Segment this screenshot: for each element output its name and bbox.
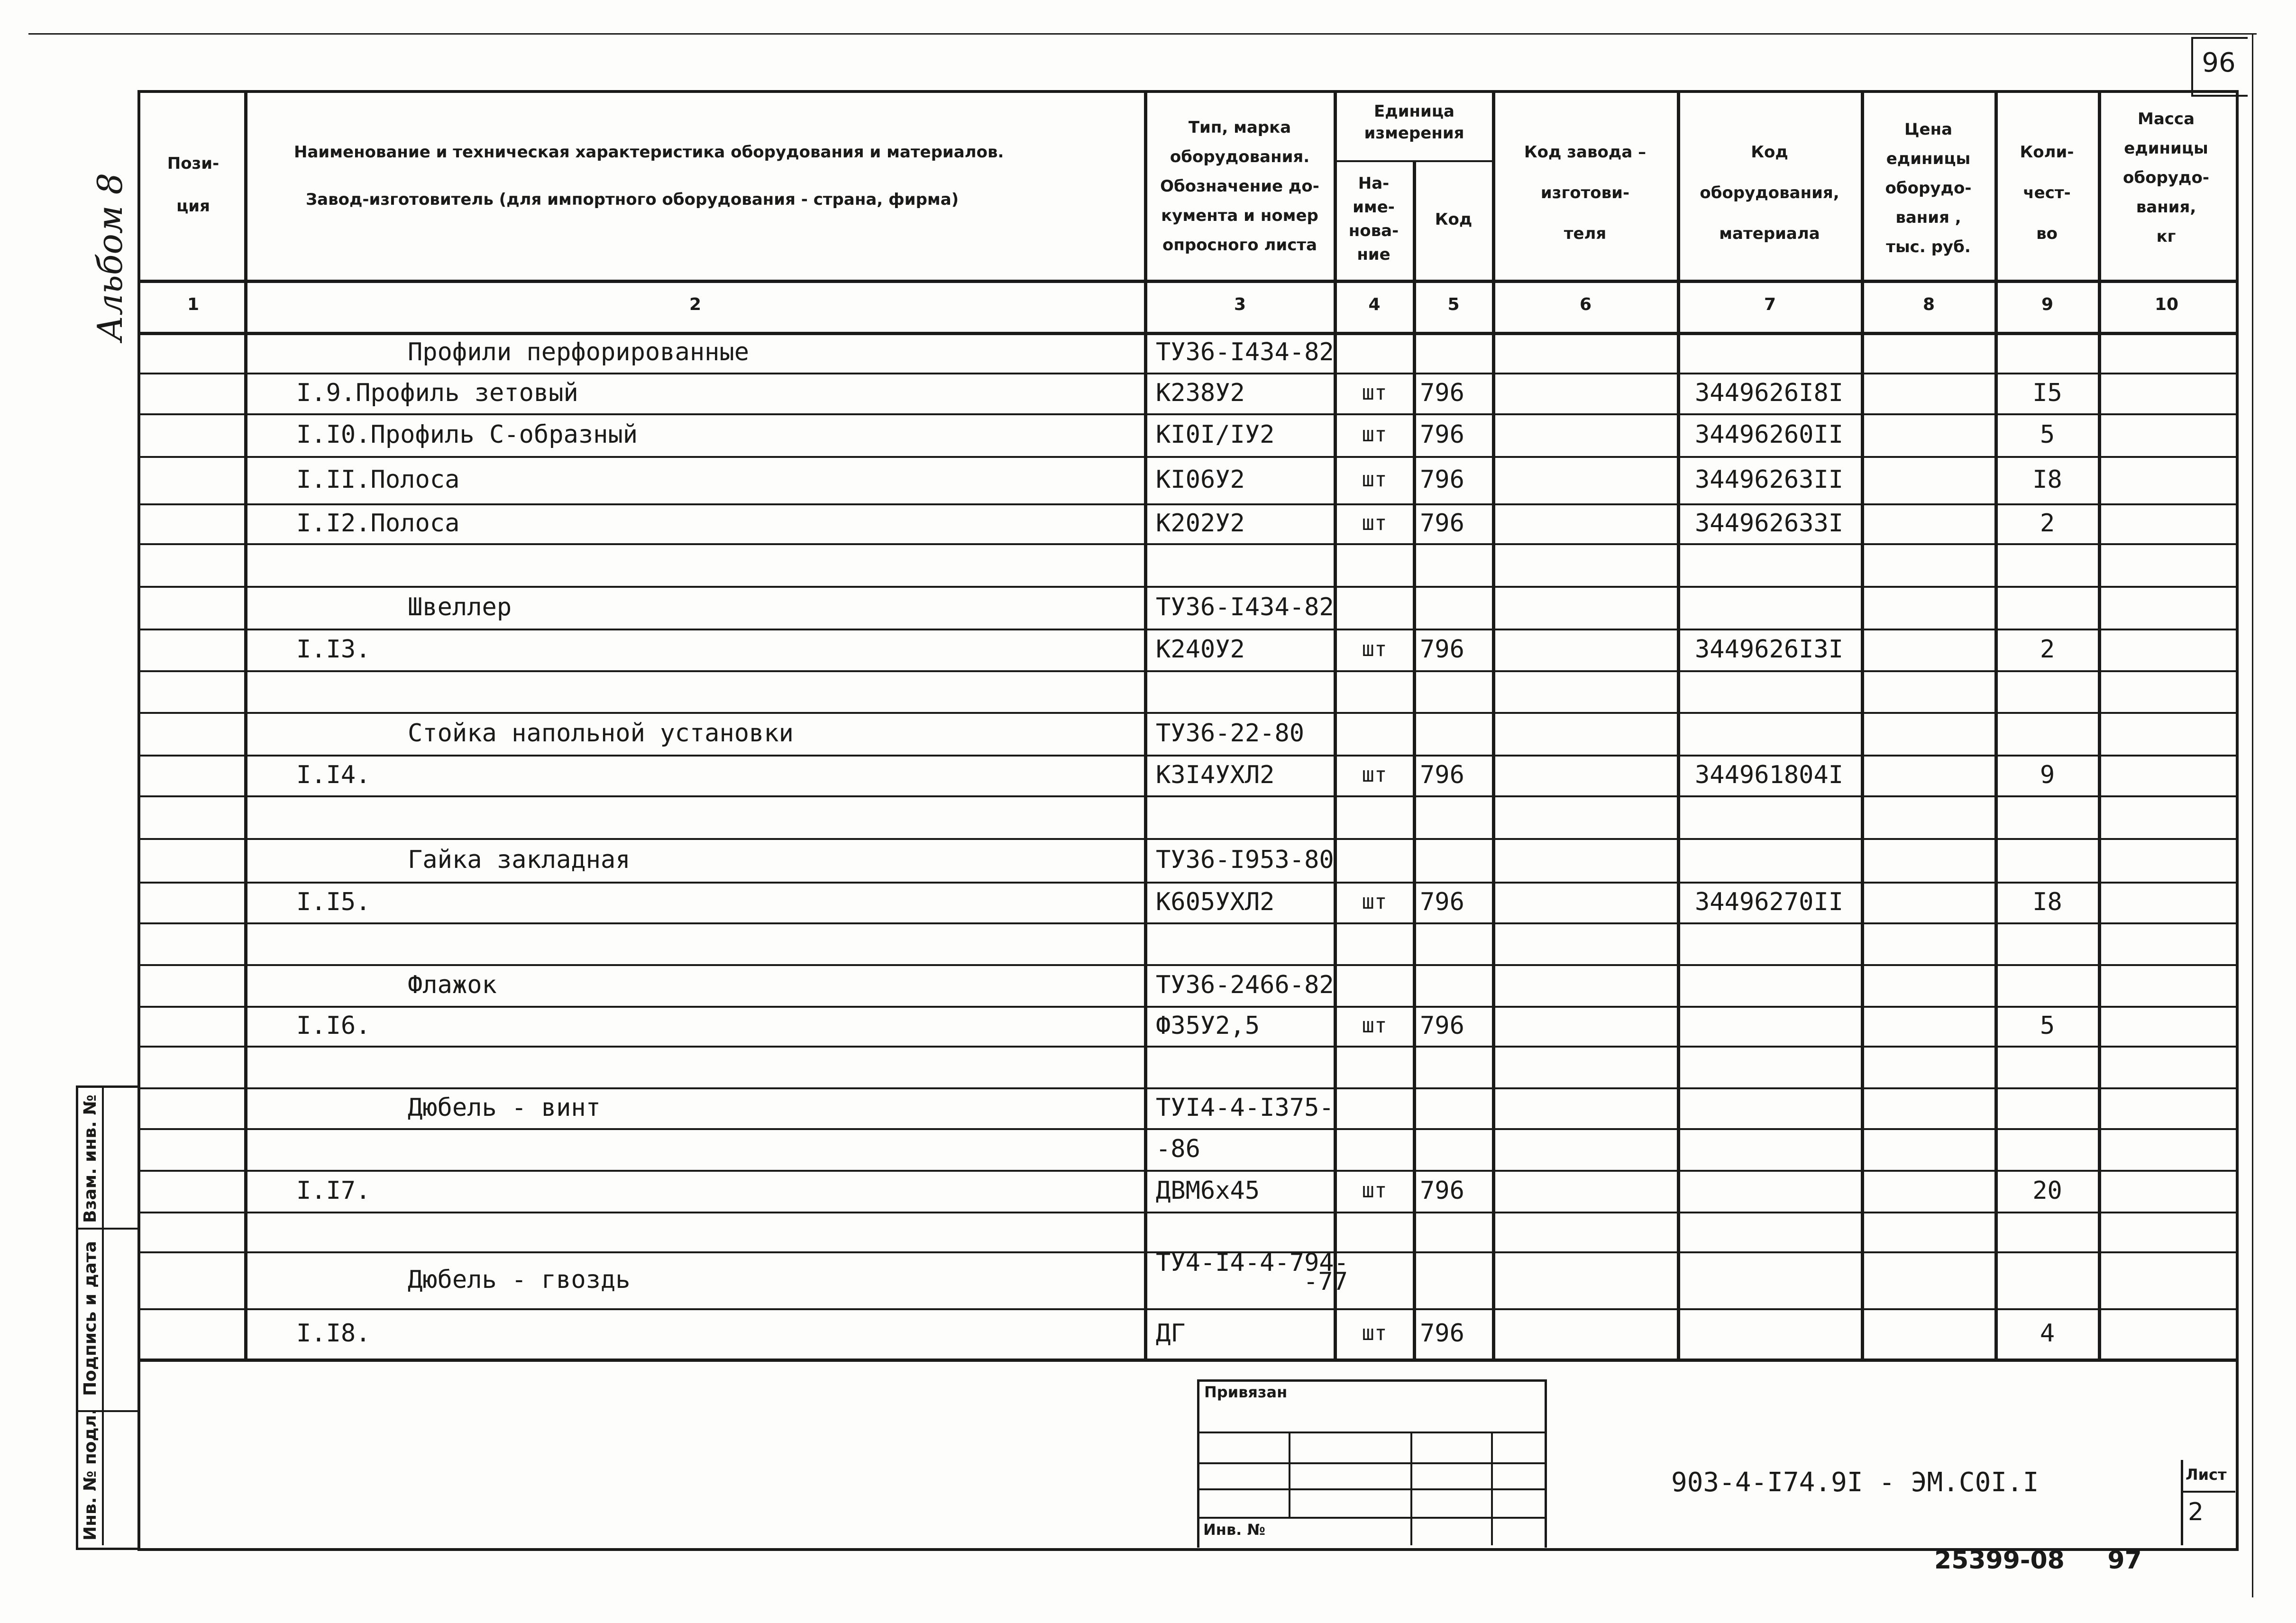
item-equipment-code-cell: 3449626I8I: [1695, 379, 1844, 407]
item-equipment-code-cell: 344961804I: [1695, 761, 1844, 789]
item-unit-cell: шт: [1362, 1013, 1387, 1038]
item-quantity-cell: 20: [2032, 1176, 2062, 1205]
colnum-5: 5: [1447, 295, 1460, 314]
colnum-1: 1: [187, 295, 200, 314]
item-type-cell: К240У2: [1156, 635, 1245, 664]
binding-col-1: [1289, 1432, 1290, 1517]
row-rule: [137, 755, 2236, 757]
item-unit-cell: шт: [1362, 637, 1387, 661]
item-unit-cell: шт: [1362, 763, 1387, 787]
header-unit-group: Единица измерения: [1364, 102, 1464, 143]
row-rule: [137, 882, 2236, 884]
item-quantity-cell: I8: [2032, 888, 2062, 916]
item-quantity-cell: 4: [2040, 1319, 2055, 1348]
item-type-cell: КI06У2: [1156, 465, 1245, 494]
colnum-2: 2: [689, 295, 702, 314]
colnum-8: 8: [1922, 295, 1935, 314]
item-unit-code-cell: 796: [1420, 761, 1464, 789]
item-name-cell: I.II.Полоса: [296, 465, 460, 494]
item-unit-cell: шт: [1362, 381, 1387, 405]
item-unit-code-cell: 796: [1420, 888, 1464, 916]
item-name-cell: Флажок: [408, 971, 497, 999]
colnum-7: 7: [1764, 295, 1776, 314]
header-position: Пози- ция: [167, 154, 220, 216]
row-rule: [137, 712, 2236, 714]
item-type-cell: КЗI4УХЛ2: [1156, 761, 1275, 789]
item-type-cell: ТУ36-I434-82: [1156, 593, 1334, 621]
table-bottom-rule: [137, 1359, 2236, 1362]
side-label-inv-podl: Инв. № подл.: [81, 1408, 100, 1541]
sheet-number: 2: [2188, 1498, 2204, 1526]
item-type-cell: К202У2: [1156, 509, 1245, 538]
item-unit-code-cell: 796: [1420, 509, 1464, 538]
colnum-6: 6: [1579, 295, 1592, 314]
item-name-cell: Дюбель - винт: [408, 1094, 601, 1122]
colnum-4: 4: [1368, 295, 1381, 314]
row-rule: [137, 670, 2236, 672]
item-type-cell: ТУ4-I4-4-794- -77: [1156, 1249, 1349, 1296]
item-name-cell: I.I4.: [296, 761, 371, 789]
item-quantity-cell: 2: [2040, 635, 2055, 664]
item-name-cell: Швеллер: [408, 593, 512, 621]
item-quantity-cell: I5: [2032, 379, 2062, 407]
row-rule: [137, 1087, 2236, 1089]
item-name-cell: I.I5.: [296, 888, 371, 916]
row-rule: [137, 503, 2236, 505]
sheet-label: Лист: [2186, 1466, 2227, 1484]
row-rule: [137, 1170, 2236, 1172]
row-rule: [137, 586, 2236, 588]
item-unit-cell: шт: [1362, 511, 1387, 535]
row-rule: [137, 1212, 2236, 1213]
row-rule: [137, 964, 2236, 966]
item-type-cell: ТУ36-2466-82: [1156, 971, 1334, 999]
row-rule: [137, 1308, 2236, 1310]
drawing-designation: 903-4-I74.9I - ЭМ.С0I.I: [1671, 1467, 2039, 1498]
item-type-cell: КI0I/IУ2: [1156, 420, 1275, 449]
item-unit-code-cell: 796: [1420, 379, 1464, 407]
item-type-cell: К605УХЛ2: [1156, 888, 1275, 916]
item-unit-cell: шт: [1362, 422, 1387, 447]
item-unit-cell: шт: [1362, 467, 1387, 492]
item-quantity-cell: 5: [2040, 420, 2055, 449]
item-type-cell: ТУ36-22-80: [1156, 719, 1305, 748]
item-type-cell: ДГ: [1156, 1319, 1186, 1348]
side-label-vzam: Взам. инв. №: [81, 1094, 100, 1223]
header-type: Тип, марка оборудования. Обозначение до- кумента и номер опросного листа: [1160, 118, 1319, 255]
item-name-cell: Дюбель - гвоздь: [408, 1266, 631, 1294]
colnum-bottom-rule: [137, 332, 2236, 335]
colnum-10: 10: [2154, 295, 2179, 314]
item-type-cell: ТУI4-4-I375-: [1156, 1094, 1334, 1122]
item-type-cell: ТУ36-I434-82: [1156, 338, 1334, 366]
header-equipment-code: Код оборудования, материала: [1700, 143, 1839, 243]
item-quantity-cell: 5: [2040, 1012, 2055, 1040]
item-equipment-code-cell: 34496270II: [1695, 888, 1844, 916]
item-name-cell: I.I8.: [296, 1319, 371, 1348]
item-equipment-code-cell: 34496263II: [1695, 465, 1844, 494]
row-rule: [137, 795, 2236, 797]
row-rule: [137, 373, 2236, 374]
item-unit-code-cell: 796: [1420, 635, 1464, 664]
right-rule: [2252, 33, 2253, 1597]
top-rule: [28, 33, 2257, 35]
item-type-cell: Ф35У2,5: [1156, 1012, 1260, 1040]
inventory-label: Инв. №: [1203, 1521, 1265, 1539]
row-rule: [137, 543, 2236, 545]
sheet-number-rule: [2181, 1491, 2235, 1493]
item-unit-code-cell: 796: [1420, 1319, 1464, 1348]
item-type-cell: ДВМ6х45: [1156, 1176, 1260, 1205]
item-unit-code-cell: 796: [1420, 420, 1464, 449]
side-label-podpis: Подпись и дата: [81, 1241, 100, 1396]
item-name-cell: Гайка закладная: [408, 846, 631, 874]
item-quantity-cell: 2: [2040, 509, 2055, 538]
page-number: 96: [2202, 47, 2236, 78]
row-rule: [137, 922, 2236, 924]
item-unit-code-cell: 796: [1420, 1012, 1464, 1040]
item-type-cell: ТУ36-I953-80: [1156, 846, 1334, 874]
item-name-cell: I.I0.Профиль С-образный: [296, 420, 638, 449]
header-bottom-rule: [137, 280, 2236, 283]
item-name-cell: I.9.Профиль зетовый: [296, 379, 578, 407]
item-quantity-cell: 9: [2040, 761, 2055, 789]
header-factory-code: Код завода – изготови- теля: [1524, 143, 1647, 243]
header-quantity: Коли- чест- во: [2020, 143, 2074, 243]
binding-col-2: [1410, 1432, 1412, 1545]
item-name-cell: Профили перфорированные: [408, 338, 750, 366]
album-note: Альбом 8: [90, 173, 130, 341]
row-rule: [137, 838, 2236, 840]
item-unit-cell: шт: [1362, 890, 1387, 914]
row-rule: [137, 1128, 2236, 1130]
row-rule: [137, 456, 2236, 458]
item-unit-code-cell: 796: [1420, 1176, 1464, 1205]
item-equipment-code-cell: 34496260II: [1695, 420, 1844, 449]
binding-col-3: [1491, 1432, 1493, 1545]
header-unit-code: Код: [1435, 210, 1473, 229]
left-strip-inner: [102, 1085, 104, 1545]
item-equipment-code-cell: 3449626I3I: [1695, 635, 1844, 664]
header-name-line2: Завод-изготовитель (для импортного оборудования - страна, фирма): [306, 190, 959, 209]
item-unit-code-cell: 796: [1420, 465, 1464, 494]
item-name-cell: I.I6.: [296, 1012, 371, 1040]
header-unit-name: На- име- нова- ние: [1348, 174, 1399, 264]
row-rule: [137, 1006, 2236, 1008]
item-name-cell: I.I2.Полоса: [296, 509, 460, 538]
binding-label: Привязан: [1204, 1383, 1288, 1401]
left-strip-split-1: [76, 1228, 137, 1230]
row-rule: [137, 413, 2236, 415]
item-unit-cell: шт: [1362, 1178, 1387, 1203]
item-type-cell: К238У2: [1156, 379, 1245, 407]
item-unit-cell: шт: [1362, 1321, 1387, 1345]
row-rule: [137, 1046, 2236, 1048]
item-type-cell: -86: [1156, 1135, 1200, 1163]
col-line-4: [1413, 160, 1416, 1360]
header-price: Цена единицы оборудо- вания , тыс. руб.: [1885, 120, 1972, 256]
colnum-9: 9: [2041, 295, 2054, 314]
colnum-3: 3: [1234, 295, 1246, 314]
item-name-cell: Стойка напольной установки: [408, 719, 794, 748]
item-equipment-code-cell: 344962633I: [1695, 509, 1844, 538]
header-mass: Масса единицы оборудо- вания, кг: [2123, 109, 2209, 246]
header-name-line1: Наименование и техническая характеристика оборудования и материалов.: [294, 143, 1004, 162]
item-name-cell: I.I7.: [296, 1176, 371, 1205]
row-rule: [137, 629, 2236, 630]
item-quantity-cell: I8: [2032, 465, 2062, 494]
archive-number: 25399-08 97: [1934, 1546, 2142, 1575]
item-name-cell: I.I3.: [296, 635, 371, 664]
